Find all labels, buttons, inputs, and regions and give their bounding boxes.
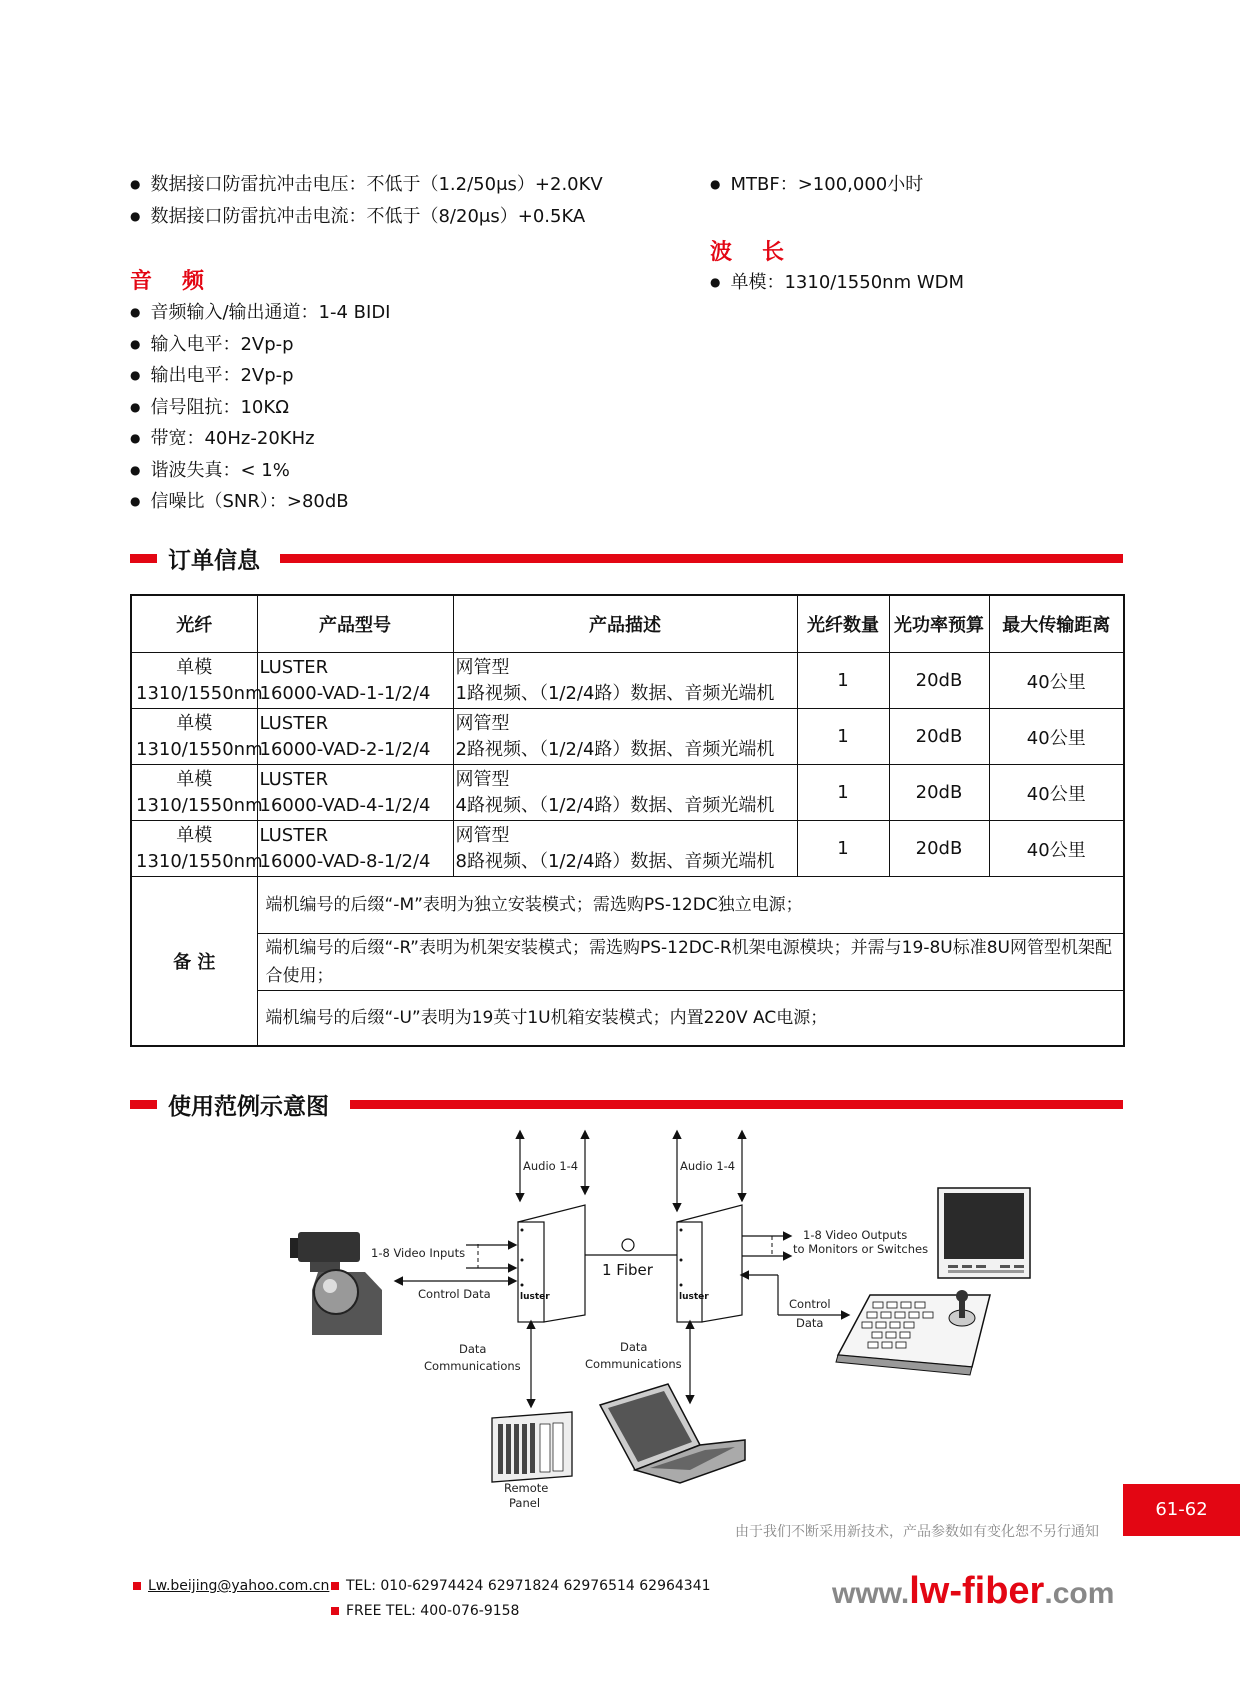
desc-type: 网管型 <box>455 712 510 734</box>
notes-row <box>131 991 1124 1047</box>
control-right-label: Control <box>789 1297 831 1311</box>
desc-type: 网管型 <box>455 768 510 790</box>
spec-item: ● 数据接口防雷抗冲击电压：不低于（1.2/50μs）+2.0KV <box>130 170 603 202</box>
note-item: 端机编号的后缀“-R”表明为机架安装模式；需选购PS-12DC-R机架电源模块；并需与19-8U标准8U网管型机架配合使用； <box>257 934 1124 991</box>
diagram-section-header <box>130 1088 1123 1118</box>
fiber-type: 单模 <box>176 712 213 734</box>
audio-spec-item: ● 输入电平：2Vp-p <box>130 330 391 362</box>
application-diagram <box>0 1120 1240 1520</box>
audio-spec-item: ● 谐波失真：< 1% <box>130 456 391 488</box>
data-comm-right-label: Data <box>620 1340 648 1354</box>
data-comm-right-sublabel: Communications <box>585 1357 682 1371</box>
video-inputs-label: 1-8 Video Inputs <box>371 1246 466 1260</box>
url-prefix: www. <box>832 1577 910 1610</box>
model-cell <box>257 821 453 877</box>
keyboard-controller-icon <box>836 1290 990 1375</box>
table-row <box>131 709 1124 765</box>
disclaimer: 由于我们不断采用新技术，产品参数如有变化恕不另行通知 <box>735 1524 1099 1540</box>
fiber-wavelength: 1310/1550nm <box>136 738 263 760</box>
distance-cell: 40公里 <box>989 709 1124 765</box>
power-budget-cell: 20dB <box>889 765 989 821</box>
fiber-label: 1 Fiber <box>602 1261 653 1279</box>
description-cell <box>453 821 797 877</box>
notes-row <box>131 934 1124 991</box>
video-outputs-label: 1-8 Video Outputs <box>803 1228 908 1242</box>
notes-row <box>131 877 1124 934</box>
audio-spec-item: ● 输出电平：2Vp-p <box>130 361 391 393</box>
desc-type: 网管型 <box>455 656 510 678</box>
model-number: 16000-VAD-8-1/2/4 <box>259 850 431 872</box>
card-brand-label: luster <box>679 1292 709 1302</box>
model-brand: LUSTER <box>259 768 329 790</box>
model-number: 16000-VAD-1-1/2/4 <box>259 682 431 704</box>
remote-panel-icon <box>492 1412 572 1482</box>
description-cell <box>453 653 797 709</box>
col-header-description: 产品描述 <box>453 595 797 653</box>
audio-spec-item: ● 音频输入/输出通道：1-4 BIDI <box>130 298 391 330</box>
model-cell <box>257 653 453 709</box>
col-header-max-distance: 最大传输距离 <box>989 595 1124 653</box>
model-brand: LUSTER <box>259 656 329 678</box>
audio-right-label: Audio 1-4 <box>680 1159 736 1173</box>
fiber-count-cell: 1 <box>797 709 889 765</box>
footer-tel <box>331 1578 711 1594</box>
page-number-tab: 61-62 <box>1123 1484 1240 1536</box>
card-brand-label: luster <box>520 1292 550 1302</box>
fiber-type: 单模 <box>176 768 213 790</box>
section-rule <box>350 1100 1123 1109</box>
fiber-type: 单模 <box>176 824 213 846</box>
fiber-wavelength: 1310/1550nm <box>136 794 263 816</box>
note-item: 端机编号的后缀“-U”表明为19英寸1U机箱安装模式；内置220V AC电源； <box>257 991 1124 1047</box>
fiber-wavelength: 1310/1550nm <box>136 682 263 704</box>
desc-detail: 1路视频、（1/2/4路）数据、音频光端机 <box>455 682 775 704</box>
remote-panel-sublabel: Panel <box>509 1496 541 1510</box>
section-marker <box>130 1100 157 1109</box>
table-row <box>131 821 1124 877</box>
transmitter-card-icon <box>518 1205 585 1322</box>
description-cell <box>453 709 797 765</box>
model-number: 16000-VAD-2-1/2/4 <box>259 738 431 760</box>
video-outputs-sublabel: to Monitors or Switches <box>793 1242 929 1256</box>
remote-panel-label: Remote <box>504 1481 549 1495</box>
audio-heading: 音频 <box>130 269 235 294</box>
section-marker <box>130 554 157 563</box>
fiber-cell <box>131 653 263 709</box>
fiber-wavelength: 1310/1550nm <box>136 850 263 872</box>
laptop-icon <box>600 1384 745 1483</box>
order-table <box>130 594 1125 1047</box>
fiber-cell <box>131 765 263 821</box>
url-suffix: .com <box>1044 1577 1115 1610</box>
email-link[interactable]: Lw.beijing@yahoo.com.cn <box>148 1578 330 1594</box>
description-cell <box>453 765 797 821</box>
camera-icon <box>290 1232 382 1335</box>
fiber-type: 单模 <box>176 656 213 678</box>
power-budget-cell: 20dB <box>889 821 989 877</box>
col-header-fiber: 光纤 <box>131 595 257 653</box>
interface-protection-list <box>130 170 603 233</box>
model-cell <box>257 765 453 821</box>
col-header-power-budget: 光功率预算 <box>889 595 989 653</box>
audio-spec-item: ● 信噪比（SNR）：>80dB <box>130 487 391 519</box>
mtbf-list <box>710 170 923 202</box>
free-tel-text: FREE TEL: 400-076-9158 <box>346 1603 520 1619</box>
wavelength-list <box>710 268 964 300</box>
power-budget-cell: 20dB <box>889 653 989 709</box>
audio-spec-item: ● 信号阻抗：10KΩ <box>130 393 391 425</box>
website-url[interactable] <box>832 1570 1114 1613</box>
table-row <box>131 765 1124 821</box>
desc-type: 网管型 <box>455 824 510 846</box>
audio-left-label: Audio 1-4 <box>523 1159 579 1173</box>
tel-text: TEL: 010-62974424 62971824 62976514 62964341 <box>346 1578 711 1594</box>
bullet-square <box>331 1582 339 1590</box>
distance-cell: 40公里 <box>989 765 1124 821</box>
fiber-cell <box>131 709 263 765</box>
section-rule <box>280 554 1123 563</box>
model-cell <box>257 709 453 765</box>
fiber-cell <box>131 821 263 877</box>
data-comm-left-label: Data <box>459 1342 487 1356</box>
audio-spec-item: ● 带宽：40Hz-20KHz <box>130 424 391 456</box>
model-brand: LUSTER <box>259 712 329 734</box>
model-brand: LUSTER <box>259 824 329 846</box>
order-section-title: 订单信息 <box>168 542 266 575</box>
desc-detail: 8路视频、（1/2/4路）数据、音频光端机 <box>455 850 775 872</box>
wavelength-heading: 波长 <box>710 240 815 265</box>
table-header-row <box>131 595 1124 653</box>
desc-detail: 4路视频、（1/2/4路）数据、音频光端机 <box>455 794 775 816</box>
bullet-square <box>133 1582 141 1590</box>
desc-detail: 2路视频、（1/2/4路）数据、音频光端机 <box>455 738 775 760</box>
monitor-icon <box>938 1188 1030 1278</box>
power-budget-cell: 20dB <box>889 709 989 765</box>
footer-email <box>133 1578 329 1594</box>
note-item: 端机编号的后缀“-M”表明为独立安装模式；需选购PS-12DC独立电源； <box>257 877 1124 934</box>
spec-item: ● 数据接口防雷抗冲击电流：不低于（8/20μs）+0.5KA <box>130 202 603 234</box>
model-number: 16000-VAD-4-1/2/4 <box>259 794 431 816</box>
data-comm-left-sublabel: Communications <box>424 1359 521 1373</box>
mtbf-item: ● MTBF：>100,000小时 <box>710 170 923 202</box>
order-section-header <box>130 542 1123 572</box>
fiber-count-cell: 1 <box>797 765 889 821</box>
table-row <box>131 653 1124 709</box>
control-data-left-label: Control Data <box>418 1287 491 1301</box>
col-header-fiber-count: 光纤数量 <box>797 595 889 653</box>
control-right-sublabel: Data <box>796 1316 824 1330</box>
bullet-square <box>331 1607 339 1615</box>
diagram-section-title: 使用范例示意图 <box>168 1088 335 1121</box>
url-main: lw-fiber <box>909 1570 1045 1612</box>
fiber-count-cell: 1 <box>797 653 889 709</box>
audio-spec-list <box>130 298 391 519</box>
col-header-model: 产品型号 <box>257 595 453 653</box>
receiver-card-icon <box>677 1205 742 1322</box>
wavelength-item: ● 单模：1310/1550nm WDM <box>710 268 964 300</box>
fiber-count-cell: 1 <box>797 821 889 877</box>
distance-cell: 40公里 <box>989 821 1124 877</box>
footer-free-tel <box>331 1603 519 1619</box>
notes-label: 备 注 <box>131 877 257 1047</box>
distance-cell: 40公里 <box>989 653 1124 709</box>
